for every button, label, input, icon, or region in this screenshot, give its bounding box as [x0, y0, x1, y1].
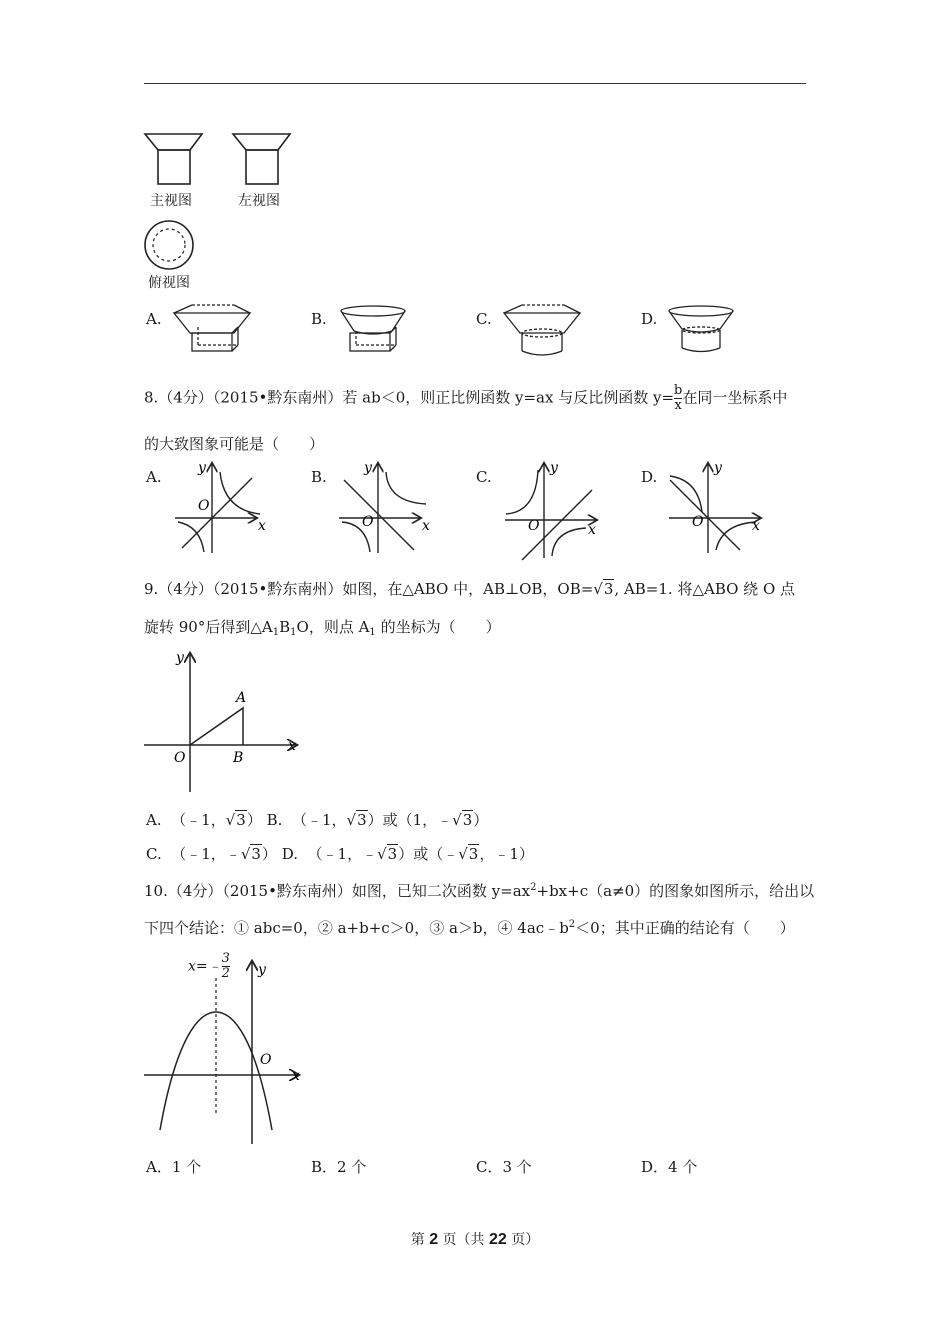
svg-text:y: y: [198, 460, 206, 476]
q7-option-a-figure: [172, 303, 254, 355]
q7-option-d-label: D.: [641, 310, 658, 328]
q9-figure: [140, 648, 310, 794]
q8-frac-num: b: [674, 383, 683, 398]
q10-line2: [144, 915, 795, 938]
q9-label-b: B: [233, 750, 244, 766]
q10-label-y: y: [258, 962, 266, 978]
footer-b: 页（共: [438, 1232, 489, 1248]
top-view-label: 俯视图: [148, 275, 190, 291]
q9-line2: [144, 617, 501, 643]
q8-option-a-graph: [170, 458, 274, 558]
q9-option-b-b: ）或（1，﹣: [367, 811, 453, 829]
q9-sub1: 1: [272, 627, 280, 638]
q9-option-b-sqrt: √3: [346, 811, 367, 829]
q8-line2: 的大致图象可能是（ ）: [144, 435, 325, 453]
q9-option-b-a: （﹣1，: [291, 811, 347, 829]
q7-option-a-label: A.: [146, 310, 162, 328]
q10-figure: [140, 950, 310, 1146]
q8-suffix: 在同一坐标系中: [682, 388, 788, 407]
q9-option-a-sqrt: √3: [225, 811, 246, 829]
svg-text:y: y: [714, 460, 722, 476]
q9-options-row2: [146, 844, 534, 864]
q9-option-d-radicand: 3: [387, 845, 398, 863]
q10-axis-frac-num: 3: [221, 951, 230, 966]
q9-sqrt-1-radicand: 3: [603, 580, 614, 598]
q7-option-c-label: C.: [476, 310, 492, 328]
q9-sub3: 1: [369, 627, 376, 638]
q9-option-a-radicand: 3: [236, 811, 246, 829]
q9-option-a-b: ）: [246, 811, 262, 829]
left-view-shape: [233, 134, 290, 184]
svg-text:x: x: [752, 518, 760, 534]
q8-option-c-graph: [500, 458, 604, 564]
q9-sqrt-1: √3: [593, 580, 614, 598]
q9-line2-d: 的坐标为（ ）: [375, 618, 501, 636]
q9-option-d-radicand2: 3: [468, 845, 479, 863]
q9-option-a-a: （﹣1，: [171, 811, 226, 829]
footer-total: 22: [489, 1231, 507, 1248]
q9-sub2: 1: [290, 627, 297, 638]
q10-line1-a: 10.（4分）（2015•黔东南州）如图，已知二次函数 y=ax: [144, 882, 531, 900]
q7-option-c-figure: [502, 303, 584, 359]
q8-option-b-graph: [334, 458, 438, 558]
q9-option-b-radicand2: 3: [462, 811, 473, 829]
front-view-shape: [145, 134, 202, 184]
footer-page: 2: [429, 1231, 439, 1248]
q9-line2-a: 旋转 90°后得到△A: [144, 618, 273, 636]
q10-axis-frac-den: 2: [221, 966, 230, 981]
left-view-label: 左视图: [238, 193, 280, 209]
q9-option-b-c: ）: [473, 811, 489, 829]
q7-option-b-figure: [338, 303, 410, 355]
front-view-label: 主视图: [150, 193, 192, 209]
svg-text:x: x: [258, 518, 266, 534]
top-view-shape: [145, 221, 193, 269]
q10-line2-sup: 2: [568, 919, 576, 930]
svg-text:O: O: [692, 514, 704, 530]
header-rule: [144, 83, 806, 84]
q10-line1-sup: 2: [530, 882, 537, 893]
svg-text:x: x: [588, 522, 596, 538]
q9-label-a: A: [236, 690, 247, 706]
q10-option-c: C．3 个: [476, 1158, 532, 1176]
q9-label-y: y: [176, 650, 184, 666]
q9-label-x: x: [288, 738, 296, 754]
footer-c: 页）: [506, 1232, 540, 1248]
q9-options-row1: [146, 810, 488, 830]
q9-option-c-label: C.: [146, 845, 162, 863]
q10-option-b: B．2 个: [311, 1158, 367, 1176]
q9-line1-a: 9.（4分）（2015•黔东南州）如图，在△ABO 中，AB⊥OB，OB=: [144, 580, 594, 598]
q10-line2-a: 下四个结论：① abc=0，② a+b+c＞0，③ a＞b，④ 4ac﹣b: [144, 919, 569, 937]
q9-line2-c: O，则点 A: [296, 618, 370, 636]
q9-line1: [144, 579, 795, 599]
svg-text:y: y: [364, 460, 372, 476]
q10-line1-b: +bx+c（a≠0）的图象如图所示，给出以: [536, 882, 815, 900]
q9-option-b-radicand: 3: [357, 811, 367, 829]
q9-option-c-b: ）: [261, 845, 277, 863]
q9-option-d-b: ）或（﹣: [398, 845, 459, 863]
q9-option-c-radicand: 3: [251, 845, 261, 863]
q10-line1: [144, 878, 814, 901]
q9-line1-b: , AB=1. 将△ABO 绕 O 点: [614, 580, 796, 598]
q9-option-d-label: D.: [281, 845, 298, 863]
q9-option-d-c: ，﹣1）: [479, 845, 534, 863]
q10-axis-label-text: x=﹣: [188, 958, 222, 975]
svg-text:O: O: [362, 514, 374, 530]
svg-text:O: O: [528, 518, 540, 534]
q9-option-d-sqrt: √3: [377, 845, 398, 863]
q10-option-d: D．4 个: [641, 1158, 698, 1176]
q10-option-a: A．1 个: [146, 1158, 202, 1176]
q8-frac-den: x: [674, 398, 682, 413]
q10-label-o: O: [260, 1052, 272, 1068]
q8-option-d-label: D.: [641, 468, 658, 486]
q10-line2-b: ＜0；其中正确的结论有（ ）: [575, 919, 795, 937]
svg-text:O: O: [198, 498, 210, 514]
q8-option-a-label: A.: [146, 468, 162, 486]
q8-option-d-graph: [664, 458, 768, 558]
footer-a: 第: [410, 1232, 430, 1248]
q9-option-a-label: A.: [146, 811, 162, 829]
q9-option-b-label: B.: [266, 811, 283, 829]
q7-option-d-figure: [666, 303, 738, 355]
page-footer: [0, 1230, 950, 1250]
svg-text:y: y: [550, 460, 558, 476]
q9-option-c-sqrt: √3: [240, 845, 261, 863]
q9-option-d-sqrt2: √3: [458, 845, 479, 863]
q9-option-d-a: （﹣1，﹣: [307, 845, 378, 863]
q8-option-c-label: C.: [476, 468, 492, 486]
q8-prefix: 8.（4分）（2015•黔东南州）若 ab＜0，则正比例函数 y=ax 与反比例函数 y=: [144, 388, 675, 407]
q9-label-o: O: [174, 750, 186, 766]
q8-line1: [144, 384, 787, 413]
q9-option-c-a: （﹣1，﹣: [171, 845, 241, 863]
svg-text:x: x: [422, 518, 430, 534]
q7-option-b-label: B.: [311, 310, 327, 328]
q10-label-x: x: [292, 1068, 300, 1084]
q8-option-b-label: B.: [311, 468, 327, 486]
q9-option-b-sqrt2: √3: [452, 811, 473, 829]
q9-line2-b: B: [279, 618, 291, 636]
